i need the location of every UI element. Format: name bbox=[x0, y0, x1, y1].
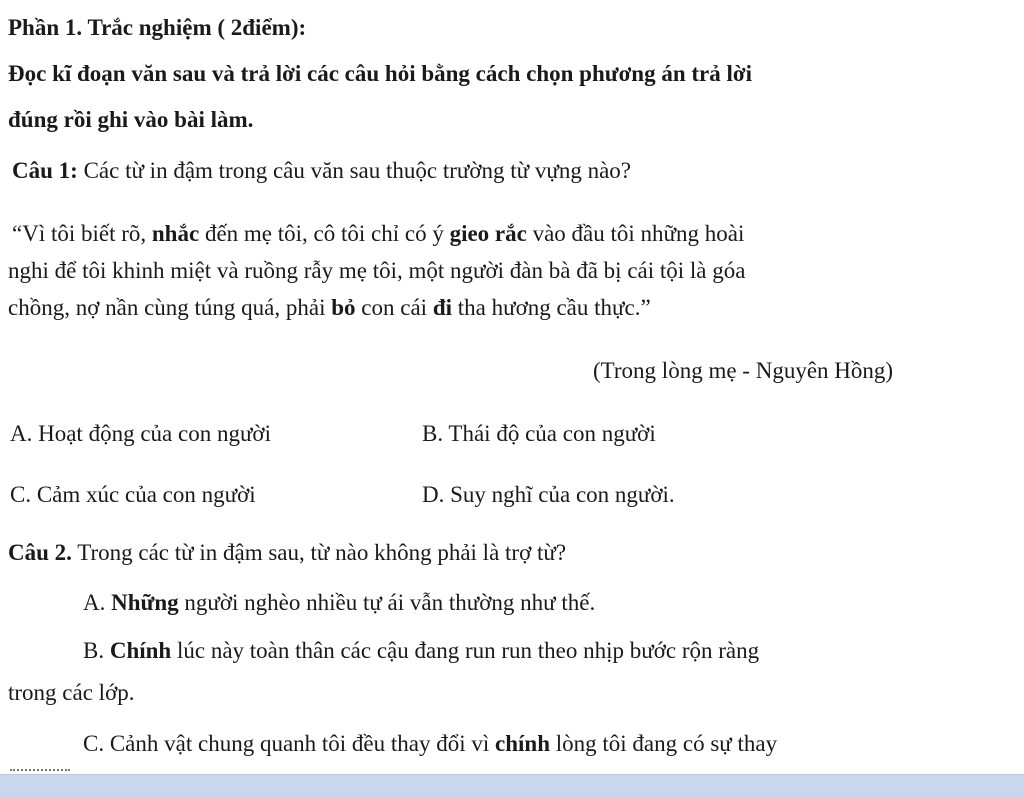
q2-option-a bbox=[83, 589, 595, 617]
quote-line-3 bbox=[8, 294, 651, 322]
option-text: lòng tôi đang có sự thay bbox=[550, 731, 778, 756]
option-text: người nghèo nhiều tự ái vẫn thường như thế. bbox=[178, 590, 596, 615]
question-1 bbox=[12, 157, 631, 185]
question-2-text: Trong các từ in đậm sau, từ nào không phải là trợ từ? bbox=[71, 540, 567, 565]
question-1-text: Các từ in đậm trong câu văn sau thuộc trường từ vựng nào? bbox=[77, 158, 632, 183]
quote-text: tha hương cầu thực.” bbox=[452, 295, 651, 320]
cut-off-text-remnant bbox=[10, 769, 70, 775]
option-text: C. Cảnh vật chung quanh tôi đều thay đổi vì bbox=[83, 731, 496, 756]
quote-source: (Trong lòng mẹ - Nguyên Hồng) bbox=[593, 358, 894, 383]
quote-text: vào đầu tôi những hoài bbox=[526, 221, 745, 246]
q2-option-b bbox=[83, 637, 759, 665]
q1-option-a: A. Hoạt động của con người bbox=[10, 421, 271, 446]
option-text: A. bbox=[83, 590, 112, 615]
bold-word: chính bbox=[495, 731, 551, 756]
question-2 bbox=[8, 539, 566, 567]
bold-word: Chính bbox=[109, 638, 172, 663]
q2-option-c bbox=[83, 730, 777, 758]
quote-text: chồng, nợ nần cùng túng quá, phải bbox=[8, 295, 332, 320]
q2-option-b-continuation: trong các lớp. bbox=[8, 680, 135, 705]
quote-line-2: nghi để tôi khinh miệt và ruồng rẫy mẹ tôi, một người đàn bà đã bị cái tội là góa bbox=[8, 258, 746, 283]
quote-text: “Vì tôi biết rõ, bbox=[12, 221, 152, 246]
quote-text: con cái bbox=[355, 295, 433, 320]
option-text: lúc này toàn thân các cậu đang run run theo nhịp bước rộn ràng bbox=[171, 638, 760, 663]
q1-option-c: C. Cảm xúc của con người bbox=[10, 482, 256, 507]
bold-word: đi bbox=[432, 295, 452, 320]
instructions-line-1: Đọc kĩ đoạn văn sau và trả lời các câu hỏi bằng cách chọn phương án trả lời bbox=[8, 61, 753, 86]
section-title: Phần 1. Trắc nghiệm ( 2điểm): bbox=[8, 15, 307, 40]
bold-word: bỏ bbox=[331, 295, 356, 320]
q1-option-d: D. Suy nghĩ của con người. bbox=[422, 482, 675, 507]
bold-word: nhắc bbox=[151, 221, 200, 246]
question-2-label: Câu 2. bbox=[8, 540, 72, 565]
bold-word: gieo rắc bbox=[449, 221, 527, 246]
instructions-line-2: đúng rồi ghi vào bài làm. bbox=[8, 107, 254, 132]
quote-line-1 bbox=[12, 220, 744, 248]
quote-text: đến mẹ tôi, cô tôi chỉ có ý bbox=[199, 221, 450, 246]
q1-option-b: B. Thái độ của con người bbox=[422, 421, 656, 446]
question-1-label: Câu 1: bbox=[12, 158, 78, 183]
option-text: B. bbox=[83, 638, 110, 663]
taskbar-strip bbox=[0, 774, 1024, 797]
bold-word: Những bbox=[111, 590, 179, 615]
